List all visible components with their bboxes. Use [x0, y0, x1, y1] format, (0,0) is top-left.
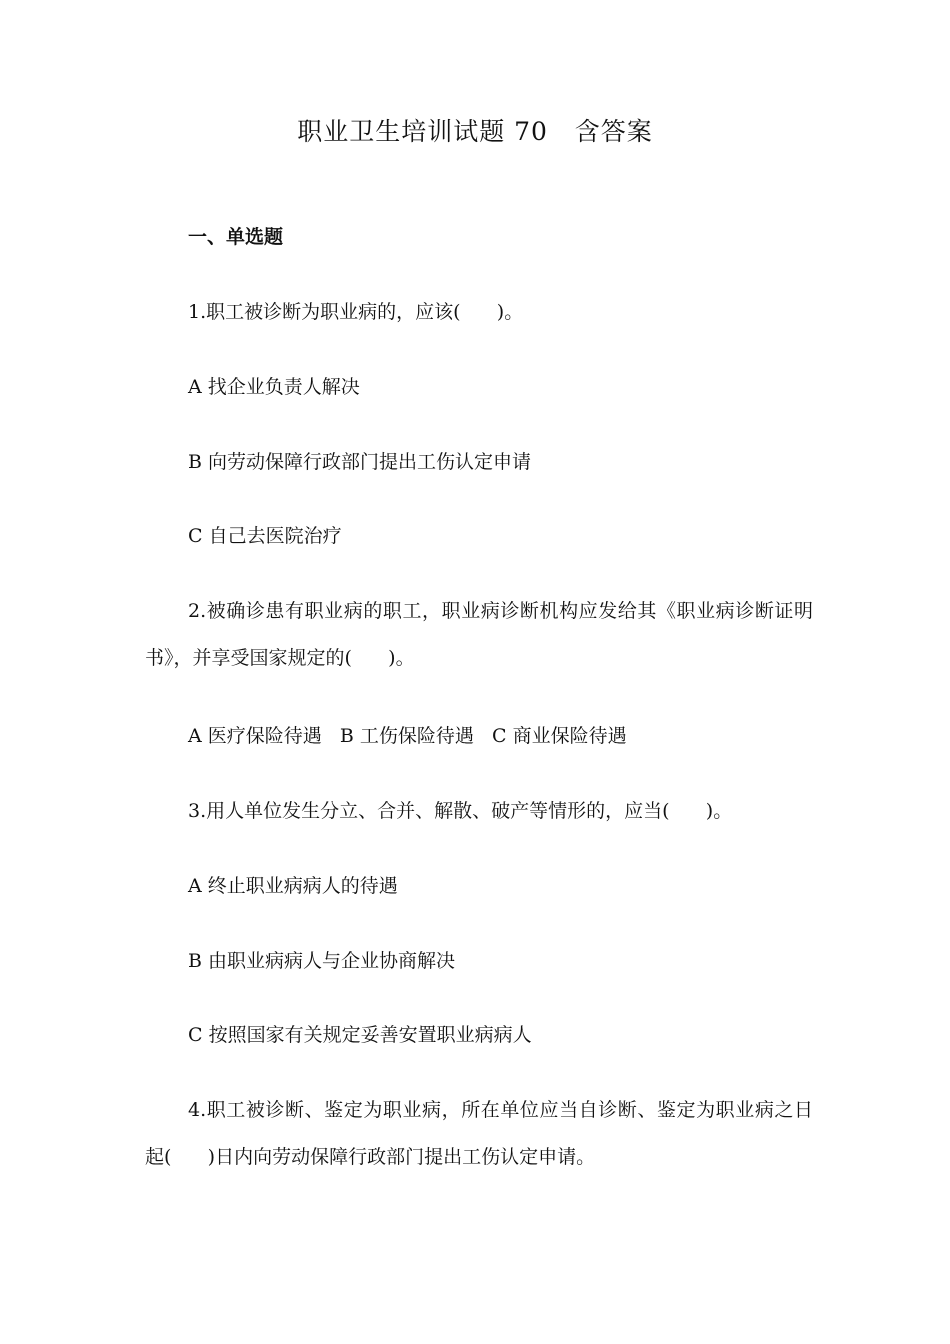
question-1-stem: 1.职工被诊断为职业病的，应该( )。 [188, 301, 524, 323]
question-1-option-b: B 向劳动保障行政部门提出工伤认定申请 [188, 451, 532, 473]
document-title: 职业卫生培训试题 70 含答案 [297, 117, 653, 146]
question-4-stem-text: 4.职工被诊断、鉴定为职业病，所在单位应当自诊断、鉴定为职业病之日起( )日内向劳动保障行政部门提出工伤认定申请。 [145, 1099, 813, 1168]
question-4-stem [145, 1087, 813, 1181]
question-3-option-a: A 终止职业病病人的待遇 [188, 875, 398, 897]
question-3-option-b: B 由职业病病人与企业协商解决 [188, 950, 456, 972]
question-1-option-a: A 找企业负责人解决 [188, 376, 360, 398]
question-2-stem-text: 2.被确诊患有职业病的职工，职业病诊断机构应发给其《职业病诊断证明书》，并享受国家规定的( )。 [145, 600, 813, 669]
section-heading: 一、单选题 [188, 226, 284, 248]
question-3-stem: 3.用人单位发生分立、合并、解散、破产等情形的，应当( )。 [188, 800, 733, 822]
question-2-stem [145, 588, 813, 682]
question-2-options: A 医疗保险待遇 B 工伤保险待遇 C 商业保险待遇 [188, 725, 627, 747]
question-1-option-c: C 自己去医院治疗 [188, 525, 342, 547]
question-3-option-c: C 按照国家有关规定妥善安置职业病病人 [188, 1024, 532, 1046]
